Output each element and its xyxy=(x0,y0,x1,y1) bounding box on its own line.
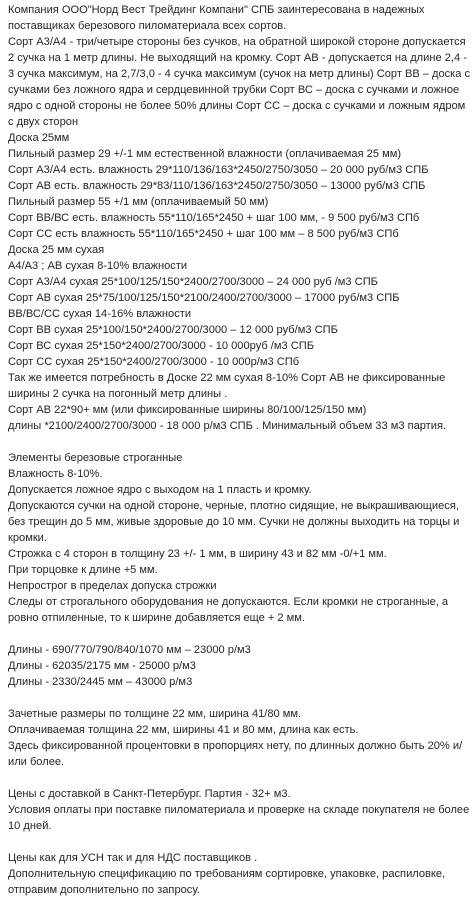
text-line: кромки. xyxy=(8,532,47,544)
text-line: Длины - 690/770/790/840/1070 мм – 23000 р/м3 xyxy=(8,644,251,656)
text-line: Так же имеется потребность в Доске 22 мм сухая 8-10% Сорт АВ не фиксированные xyxy=(8,372,446,384)
text-line: Элементы березовые строганные xyxy=(8,452,183,464)
text-line: Цены с доставкой в Санкт-Петербург. Партия - 32+ м3. xyxy=(8,788,291,800)
text-line: без трещин до 5 мм, живые здоровые до 10 мм. Сучки не должны выходить на торцы и xyxy=(8,516,460,528)
text-line: Здесь фиксированной процентовки в пропорциях нету, по длинных должно быть 20% и/ xyxy=(8,740,463,752)
text-line: с двух сторон xyxy=(8,116,79,128)
text-line: Длины - 62035/2175 мм - 25000 р/м3 xyxy=(8,660,196,672)
text-line: Пильный размер 29 +/-1 мм естественной влажности (оплачиваемая 25 мм) xyxy=(8,148,402,160)
text-line: Влажность 8-10%. xyxy=(8,468,103,480)
text-line: Оплачиваемая толщина 22 мм, ширины 41 и 80 мм, длина как есть. xyxy=(8,724,359,736)
paragraph-gap xyxy=(8,834,470,850)
text-line: Сорт СС сухая 25*150*2400/2700/3000 - 10 000р/м3 СПб xyxy=(8,356,300,368)
text-line: 10 дней. xyxy=(8,820,52,832)
text-line: 2 сучка на 1 метр длины. Не выходящий на кромку. Сорт АВ - допускается на длине 2,4 - xyxy=(8,52,467,64)
text-line: Строжка с 4 сторон в толщину 23 +/- 1 мм, в ширину 43 и 82 мм -0/+1 мм. xyxy=(8,548,387,560)
text-line: Доска 25 мм сухая xyxy=(8,244,105,256)
text-line: Сорт А3/А4 - три/четыре стороны без сучков, на обратной широкой стороне допускается xyxy=(8,36,466,48)
text-line: ВВ/ВС/СС сухая 14-16% влажности xyxy=(8,308,192,320)
text-line: 3 сучка максимум, на 2,7/3,0 - 4 сучка максимум (сучок на метр длины) Сорт ВВ – доска с xyxy=(8,68,471,80)
text-line: Доска 25мм xyxy=(8,132,70,144)
paragraph xyxy=(8,2,470,434)
text-line: Сорт ВВ сухая 25*100/150*2400/2700/3000 – 12 000 руб/м3 СПБ xyxy=(8,324,338,336)
paragraph-gap xyxy=(8,690,470,706)
text-line: длины *2100/2400/2700/3000 - 18 000 р/м3 СПБ . Минимальный объем 33 м3 партия. xyxy=(8,420,447,432)
text-line: Допускаются сучки на одной стороне, черные, плотно сидящие, не выкрашивающиеся, xyxy=(8,500,459,512)
paragraph xyxy=(8,642,470,690)
text-line: Цены как для УСН так и для НДС поставщиков . xyxy=(8,852,258,864)
text-line: При торцовке к длине +5 мм. xyxy=(8,564,158,576)
paragraph-gap xyxy=(8,626,470,642)
text-line: Пильный размер 55 +/1 мм (оплачиваемый 50 мм) xyxy=(8,196,269,208)
text-line: Сорт АВ 22*90+ мм (или фиксированные ширины 80/100/125/150 мм) xyxy=(8,404,367,416)
paragraph xyxy=(8,786,470,834)
text-line: Зачетные размеры по толщине 22 мм, ширина 41/80 мм. xyxy=(8,708,302,720)
text-line: Сорт ВС сухая 25*150*2400/2700/3000 - 10 000руб /м3 СПБ xyxy=(8,340,315,352)
text-line: ширины 2 сучка на погонный метр длины . xyxy=(8,388,228,400)
text-line: Сорт ВВ/ВС есть. влажность 55*110/165*2450 + шаг 100 мм, - 9 500 руб/м3 СПб xyxy=(8,212,420,224)
text-line: Сорт СС есть влажность 55*110/165*2450 + шаг 100 мм – 8 500 руб/м3 СПб xyxy=(8,228,399,240)
text-line: Следы от строгального оборудования не допускаются. Если кромки не строганные, а xyxy=(8,596,449,608)
text-line: А4/А3 ; АВ сухая 8-10% влажности xyxy=(8,260,188,272)
text-line: Дополнительную спецификацию по требованиям сортировке, упаковке, распиловке, xyxy=(8,868,446,880)
text-line: Сорт АВ есть. влажность 29*83/110/136/163*2450/2750/3050 – 13000 руб/м3 СПБ xyxy=(8,180,426,192)
paragraph-gap xyxy=(8,770,470,786)
text-line: поставщиках березового пиломатериала всех сортов. xyxy=(8,20,287,32)
text-line: сучками без ложного ядра и сердцевинной трубки Сорт ВС – доска с сучками и ложное xyxy=(8,84,460,96)
text-line: Сорт А3/А4 есть. влажность 29*110/136/163*2450/2750/3050 – 20 000 руб/м3 СПБ xyxy=(8,164,429,176)
text-line: ровно отпиленные, то к ширине добавляется еще + 2 мм. xyxy=(8,612,306,624)
text-line: Компания ООО"Норд Вест Трейдинг Компани" СПБ заинтересована в надежных xyxy=(8,4,425,16)
paragraph xyxy=(8,850,470,898)
text-line: Сорт А3/А4 сухая 25*100/125/150*2400/2700/3000 – 24 000 руб /м3 СПБ xyxy=(8,276,378,288)
text-line: Сорт АВ сухая 25*75/100/125/150*2100/2400/2700/3000 – 17000 руб/м3 СПБ xyxy=(8,292,400,304)
text-line: или более. xyxy=(8,756,65,768)
text-line: ядро с одной стороны не более 50% длины Сорт СС – доска с сучками и ложным ядром xyxy=(8,100,466,112)
text-line: Условия оплаты при поставке пиломатериала и проверке на складе покупателя не более xyxy=(8,804,470,816)
paragraph xyxy=(8,706,470,770)
paragraph-gap xyxy=(8,434,470,450)
paragraph xyxy=(8,450,470,626)
text-line: отправим дополнительно по запросу. xyxy=(8,884,200,896)
text-line: Длины - 2330/2445 мм – 43000 р/м3 xyxy=(8,676,193,688)
text-line: Допускается ложное ядро с выходом на 1 пласть и кромку. xyxy=(8,484,312,496)
text-line: Непрострог в пределах допуска строжки xyxy=(8,580,217,592)
